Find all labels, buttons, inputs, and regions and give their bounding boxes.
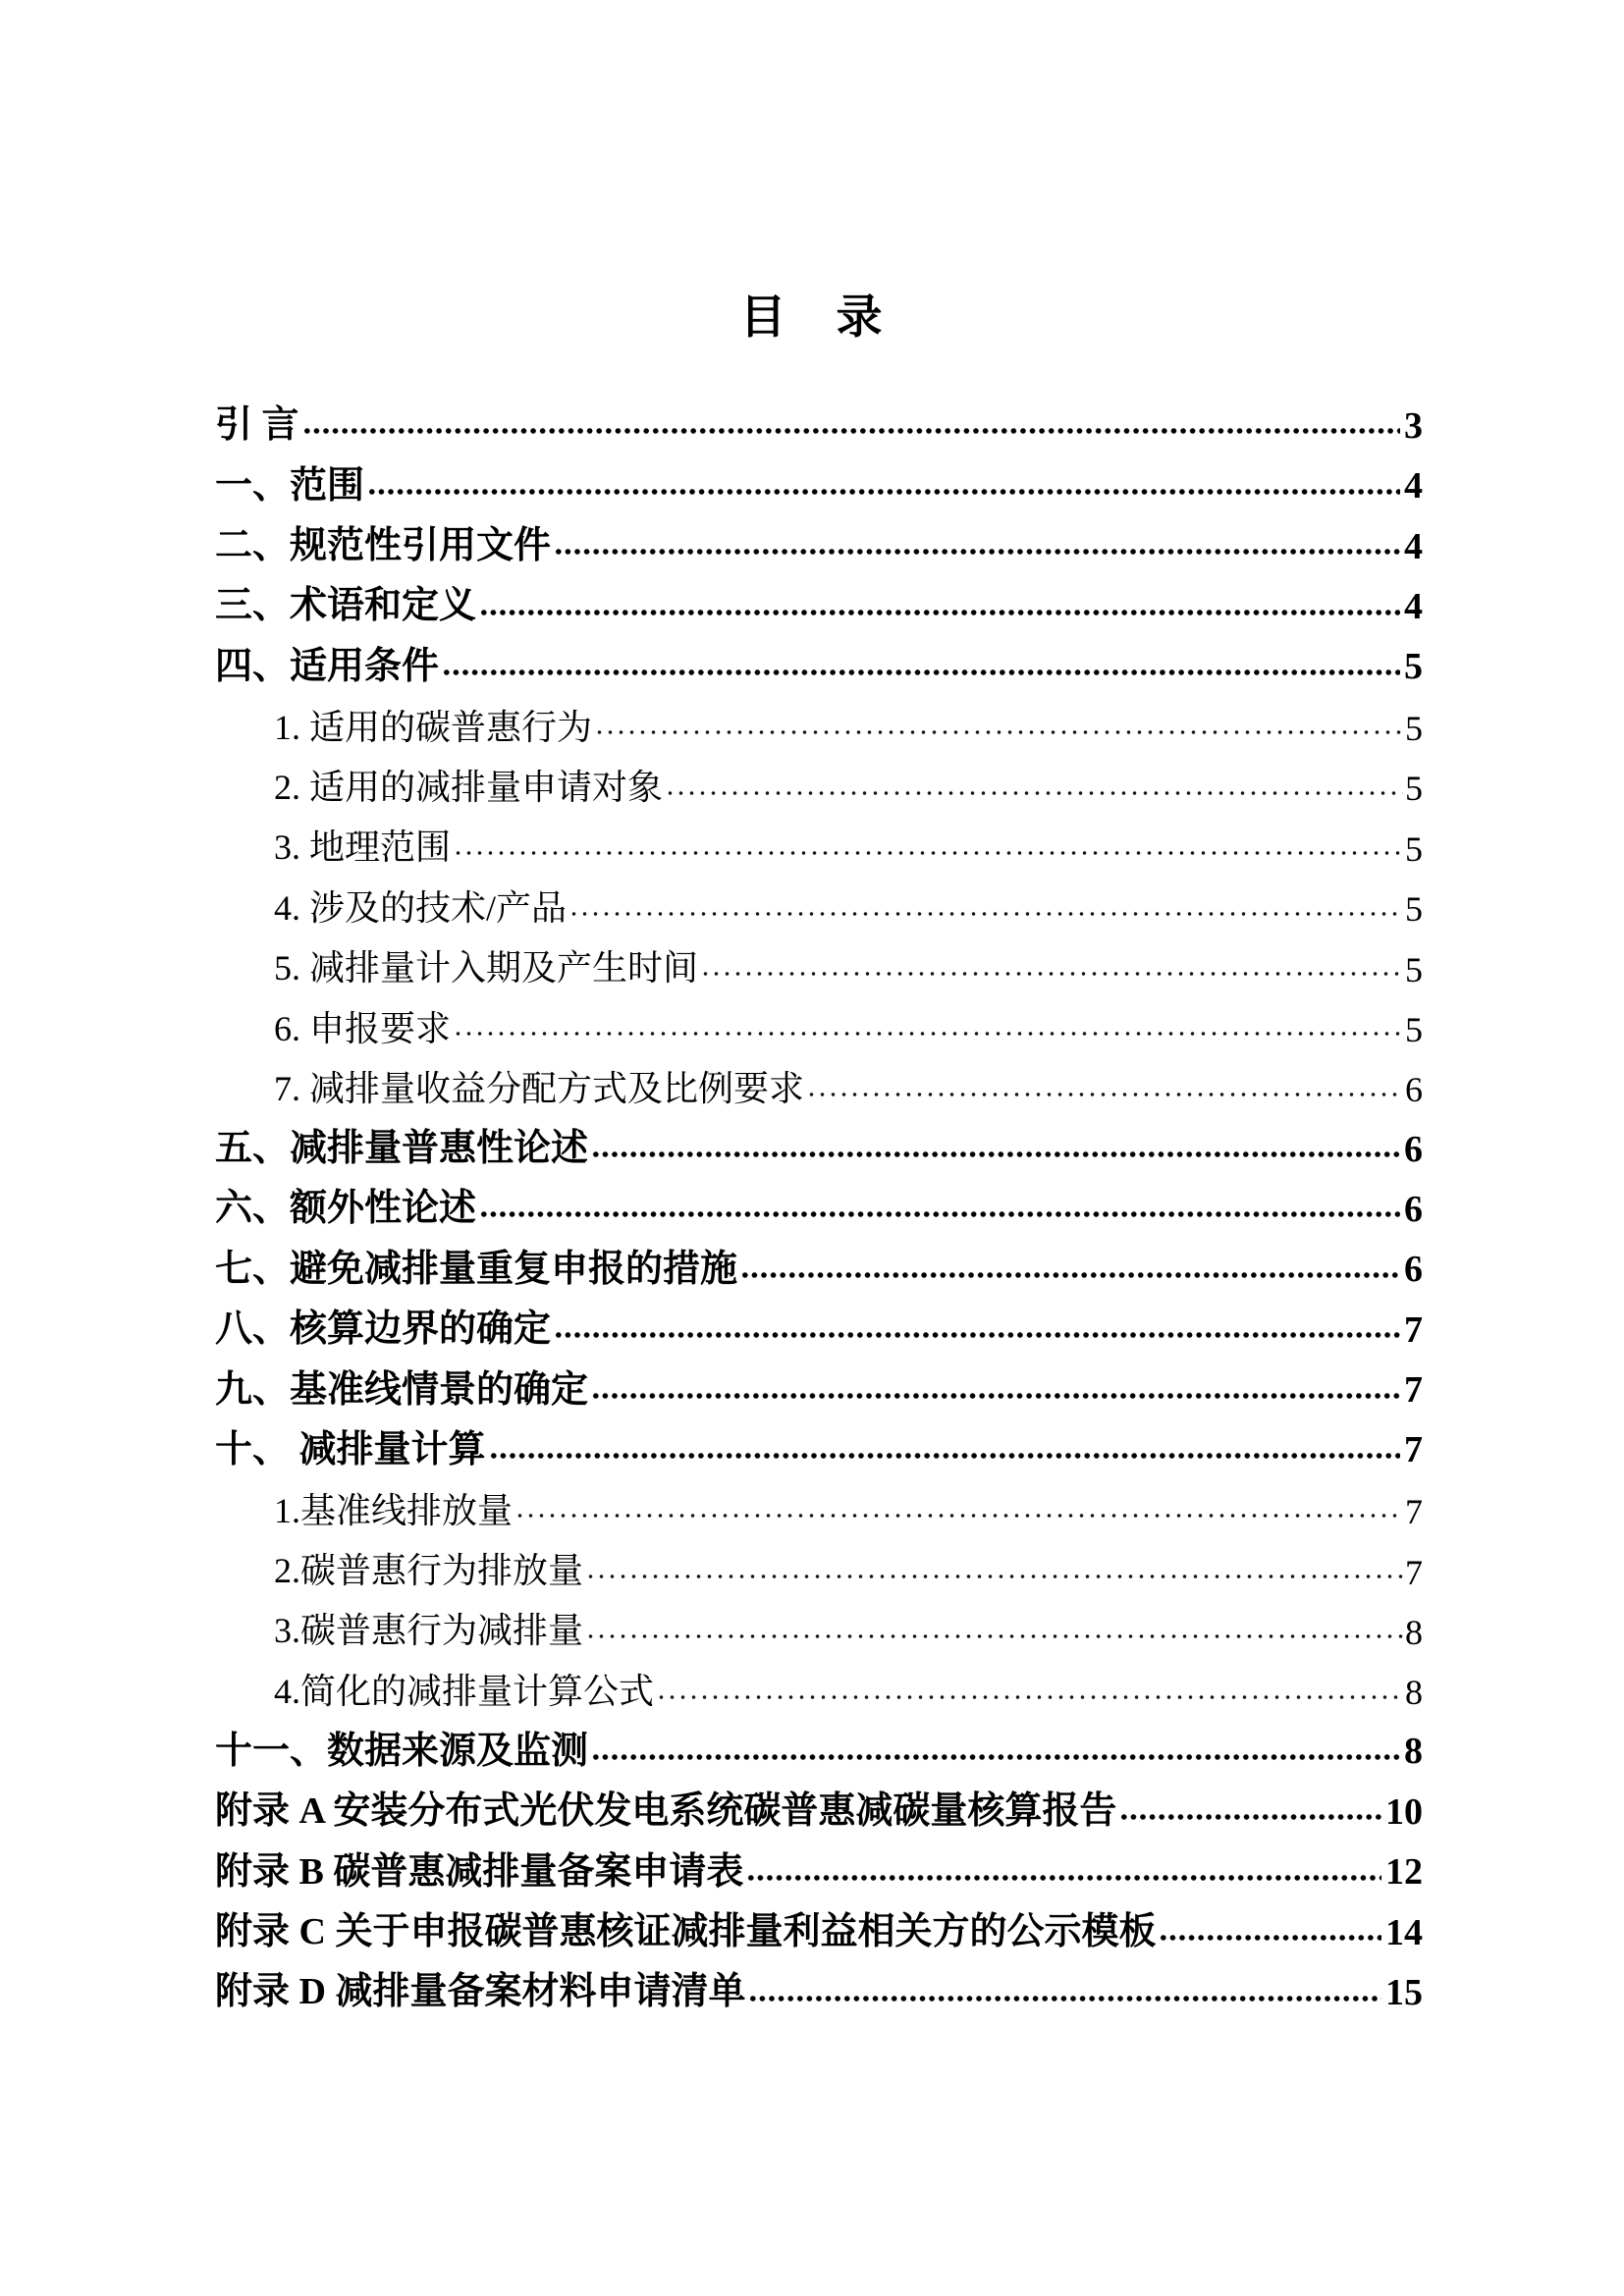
toc-entry-title: 五、减排量普惠性论述 (215, 1128, 589, 1169)
dot-leader (489, 1452, 1400, 1460)
dot-leader (554, 1331, 1400, 1339)
toc-entry (215, 869, 1423, 929)
toc-entry-title: 十、 减排量计算 (215, 1428, 486, 1470)
toc-entry-page-number: 7 (1405, 1552, 1423, 1592)
toc-entry (215, 1049, 1423, 1109)
toc-entry (215, 387, 1423, 447)
toc-entry (215, 1773, 1423, 1833)
toc-entry-title: 九、基准线情景的确定 (215, 1368, 589, 1411)
toc-entry-title: 附录 D 减排量备案材料申请清单 (215, 1971, 746, 2013)
dot-leader (740, 1271, 1400, 1279)
toc-entry (215, 748, 1423, 808)
dot-leader (479, 609, 1400, 616)
toc-entry-title: 附录 C 关于申报碳普惠核证减排量利益相关方的公示模板 (215, 1911, 1157, 1953)
dot-leader (594, 729, 1403, 735)
page-title: 目 录 (739, 293, 885, 344)
toc-entry-title: 引 言 (215, 404, 299, 447)
dot-leader (554, 548, 1400, 556)
toc-entry-title: 3.碳普惠行为减排量 (274, 1611, 584, 1651)
toc-entry-title: 八、核算边界的确定 (215, 1308, 552, 1351)
toc-entry-page-number: 6 (1404, 1128, 1423, 1170)
toc-entry (215, 1592, 1423, 1652)
dot-leader (514, 1513, 1403, 1519)
toc-entry (215, 688, 1423, 748)
dot-leader (700, 971, 1403, 977)
toc-entry-page-number: 14 (1385, 1911, 1423, 1953)
dot-leader (656, 1694, 1403, 1700)
dot-leader (453, 850, 1403, 856)
toc-entry-page-number: 8 (1405, 1612, 1423, 1652)
toc-entry-page-number: 5 (1405, 709, 1423, 749)
toc-entry (215, 567, 1423, 627)
toc-entry (215, 447, 1423, 507)
toc-entry (215, 1713, 1423, 1773)
toc-entry-title: 附录 B 碳普惠减排量备案申请表 (215, 1850, 744, 1893)
toc-entry-page-number: 5 (1405, 889, 1423, 930)
toc-entry (215, 1230, 1423, 1290)
toc-entry-title: 十一、数据来源及监测 (215, 1730, 589, 1772)
toc-entry-title: 3. 地理范围 (274, 828, 452, 868)
toc-entry (215, 1110, 1423, 1170)
toc-entry-title: 七、避免减排量重复申报的措施 (215, 1248, 738, 1290)
toc-entry-page-number: 5 (1405, 949, 1423, 989)
toc-entry-title: 2. 适用的减排量申请对象 (274, 767, 664, 807)
toc-entry (215, 989, 1423, 1049)
toc-entry (215, 1351, 1423, 1411)
toc-entry-title: 二、规范性引用文件 (215, 525, 552, 567)
toc-entry-page-number: 15 (1385, 1972, 1423, 2013)
toc-entry-page-number: 7 (1404, 1429, 1423, 1471)
toc-entry-title: 5. 减排量计入期及产生时间 (274, 948, 699, 988)
dot-leader (302, 427, 1400, 435)
toc-entry-title: 1.基准线排放量 (274, 1490, 514, 1530)
toc-entry (215, 809, 1423, 869)
toc-entry (215, 1833, 1423, 1893)
toc-entry-title: 附录 A 安装分布式光伏发电系统碳普惠减碳量核算报告 (215, 1790, 1117, 1833)
toc-entry-page-number: 6 (1405, 1070, 1423, 1110)
dot-leader (1119, 1813, 1381, 1821)
toc-entry-title: 4. 涉及的技术/产品 (274, 887, 568, 928)
toc-entry (215, 1894, 1423, 1953)
toc-entry-page-number: 8 (1405, 1673, 1423, 1713)
toc-entry-page-number: 4 (1404, 465, 1423, 507)
dot-leader (367, 488, 1400, 496)
toc-entry-page-number: 6 (1404, 1188, 1423, 1230)
dot-leader (591, 1753, 1400, 1761)
dot-leader (568, 911, 1403, 917)
toc-entry-title: 四、适用条件 (215, 645, 440, 687)
toc-entry (215, 1652, 1423, 1712)
toc-entry-page-number: 4 (1404, 525, 1423, 567)
toc-entry (215, 628, 1423, 688)
dot-leader (665, 790, 1403, 796)
dot-leader (591, 1392, 1400, 1400)
toc-entry (215, 1170, 1423, 1230)
dot-leader (585, 1633, 1403, 1639)
toc-entry (215, 507, 1423, 567)
toc-entry-page-number: 7 (1405, 1492, 1423, 1532)
toc-entry-page-number: 7 (1404, 1369, 1423, 1412)
toc-entry-page-number: 7 (1404, 1308, 1423, 1351)
dot-leader (748, 1995, 1381, 2002)
toc-entry-page-number: 5 (1404, 646, 1423, 688)
toc-entry-page-number: 10 (1385, 1790, 1423, 1833)
dot-leader (1159, 1934, 1381, 1942)
dot-leader (585, 1574, 1403, 1579)
toc-entry-page-number: 12 (1385, 1851, 1423, 1894)
table-of-contents (215, 387, 1423, 2014)
toc-entry-page-number: 5 (1405, 1009, 1423, 1049)
toc-entry-title: 7. 减排量收益分配方式及比例要求 (274, 1068, 805, 1108)
toc-entry (215, 1412, 1423, 1471)
dot-leader (591, 1150, 1400, 1158)
dot-leader (746, 1874, 1381, 1882)
toc-entry-page-number: 3 (1404, 404, 1423, 447)
toc-entry (215, 1291, 1423, 1351)
toc-entry (215, 1471, 1423, 1531)
dot-leader (479, 1210, 1400, 1218)
dot-leader (453, 1031, 1403, 1037)
toc-entry-title: 6. 申报要求 (274, 1008, 452, 1048)
toc-entry (215, 1953, 1423, 2013)
toc-entry-page-number: 6 (1404, 1249, 1423, 1291)
toc-entry-page-number: 5 (1405, 769, 1423, 809)
toc-entry-title: 一、范围 (215, 464, 365, 507)
toc-entry-title: 1. 适用的碳普惠行为 (274, 707, 593, 747)
dot-leader (442, 668, 1400, 676)
toc-entry (215, 930, 1423, 989)
dot-leader (806, 1092, 1403, 1097)
toc-entry-page-number: 4 (1404, 586, 1423, 628)
toc-entry-title: 4.简化的减排量计算公式 (274, 1671, 655, 1711)
toc-entry-page-number: 8 (1404, 1731, 1423, 1773)
toc-entry (215, 1531, 1423, 1591)
toc-entry-page-number: 5 (1405, 828, 1423, 869)
toc-entry-title: 三、术语和定义 (215, 585, 477, 627)
toc-entry-title: 2.碳普惠行为排放量 (274, 1551, 584, 1591)
toc-entry-title: 六、额外性论述 (215, 1188, 477, 1230)
